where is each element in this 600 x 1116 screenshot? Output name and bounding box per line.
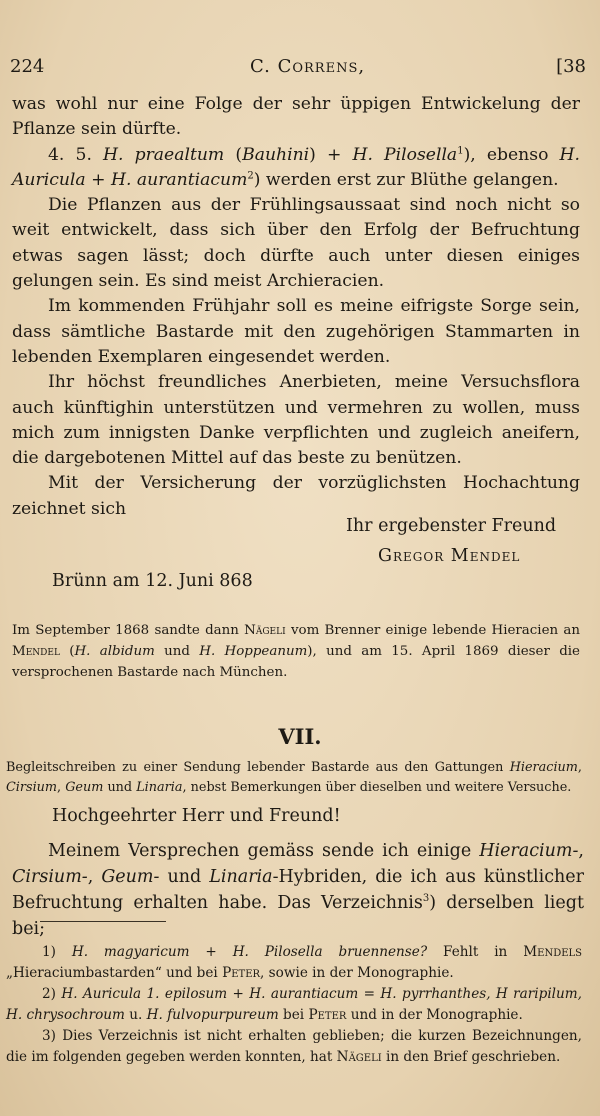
person-name: Mendels: [523, 944, 582, 960]
taxon-name: Linaria: [136, 780, 183, 795]
text-run: „Hieraciumbastarden“ und bei: [6, 965, 223, 981]
signature: [378, 546, 520, 566]
taxon-name: H. Auricula: [12, 144, 580, 190]
footnote-marker: 1: [457, 144, 464, 156]
taxon-name: H. albidum: [74, 644, 155, 659]
text-run: u.: [124, 1007, 147, 1023]
footnote-marker: 2: [247, 170, 254, 182]
taxon-name: Cirsium: [6, 780, 58, 795]
running-header: [10, 56, 586, 80]
text-run: ,: [577, 760, 582, 775]
taxon-name: H. Auricula 1. epilosum + H. aurantiacum = H. pyrrhanthes, H raripilum, H. chrysochroum: [6, 986, 582, 1023]
text-run: ), ebenso: [463, 144, 560, 165]
taxon-name: H. Pilosella: [352, 144, 458, 165]
closing-formula: Ihr ergebenster Freund: [346, 516, 557, 536]
footnotes: [6, 942, 582, 1068]
text-run: und: [159, 867, 210, 887]
text-run: (: [224, 144, 243, 165]
text-run: ,: [57, 780, 66, 795]
taxon-name: H. aurantiacum: [110, 169, 248, 190]
paragraph-letter2: [12, 838, 584, 942]
text-run: Dies Verzeichnis ist nicht erhalten geblieben; die kurzen Bezeichnungen, die im folgenden gegeben werden konnten, hat: [6, 1028, 582, 1065]
text-run: vom Brenner einige lebende Hieracien an: [285, 623, 580, 638]
person-name: Nägeli: [336, 1049, 382, 1065]
text-run: +: [85, 169, 111, 190]
taxon-name: Geum: [65, 780, 104, 795]
text-run: (: [59, 644, 75, 659]
footnote-3: [6, 1026, 582, 1068]
person-name: Peter: [308, 1007, 347, 1023]
text-run: ), und am 15. April 1869 dieser die versprochenen Bastarde nach München.: [12, 644, 580, 680]
taxon-name: Geum-: [101, 867, 160, 887]
taxon-name: Cirsium-: [12, 867, 88, 887]
text-run: -Hybriden, die ich aus künstlicher Befruchtung erhalten habe. Das Verzeichnis: [12, 867, 584, 913]
author-name: Correns,: [277, 56, 366, 77]
text-run: ,: [87, 867, 102, 887]
running-title: [250, 56, 365, 77]
person-name: Mendel: [12, 644, 60, 659]
section-number: VII.: [278, 724, 322, 749]
footnote-1: [6, 942, 582, 984]
text-run: und: [103, 780, 137, 795]
person-name: Nägeli: [244, 623, 286, 638]
text-run: bei: [278, 1007, 309, 1023]
paragraph: Im kommenden Frühjahr soll es meine eifrigste Sorge sein, dass sämtliche Bastarde mit den zugehörigen Stammarten in lebenden Exemplaren eingesendet werden.: [12, 296, 580, 367]
text-run: Meinem Versprechen gemäss sende ich einige: [48, 841, 480, 861]
footnote-number: 2): [42, 986, 62, 1002]
salutation: Hochgeehrter Herr und Freund!: [52, 806, 341, 826]
text-run: in den Brief geschrieben.: [381, 1049, 561, 1065]
paragraph-hybrids: [12, 143, 580, 194]
text-run: 4. 5.: [48, 144, 104, 165]
text-run: , nebst Bemerkungen über dieselben und weitere Versuche.: [182, 780, 572, 795]
taxon-name: H. fulvopurpureum: [146, 1007, 279, 1023]
text-run: und: [154, 644, 200, 659]
text-run: Im September 1868 sandte dann: [12, 623, 245, 638]
footnote-2: [6, 984, 582, 1026]
text-run: ,: [578, 841, 584, 861]
author-initial: C.: [250, 56, 278, 77]
text-run: ) werden erst zur Blüthe gelangen.: [253, 169, 559, 190]
paragraph: Ihr höchst freundliches Anerbieten, meine Versuchsflora auch künftighin unterstützen und vermehren zu wollen, muss mich zum innigsten Danke verpflichten und zugleich aneifern, die dargebotenen Mittel auf das beste zu benützen.: [12, 372, 580, 469]
editor-note: [12, 620, 580, 683]
taxon-name: H. praealtum: [103, 144, 225, 165]
footnote-number: 1): [42, 944, 72, 960]
paragraph: Die Pflanzen aus der Frühlingsaussaat sind noch nicht so weit entwickelt, dass sich über den Erfolg der Befruchtung etwas sagen lässt; doch dürfte auch unter diesen einiges gelungen sein. Es sind meist Archieracien.: [12, 195, 580, 292]
taxon-name: Linaria: [209, 867, 273, 887]
paragraph-continuation: was wohl nur eine Folge der sehr üppigen Entwickelung der Pflanze sein dürfte.: [12, 94, 580, 140]
taxon-name: Hieracium-: [479, 841, 579, 861]
taxon-name: H. magyaricum + H. Pilosella bruennense?: [71, 944, 428, 960]
text-run: Fehlt in: [427, 944, 524, 960]
page-number: 224: [10, 56, 45, 77]
taxon-name: Bauhini: [242, 144, 310, 165]
text-run: , sowie in der Monographie.: [260, 965, 454, 981]
signature-name: Gregor Mendel: [378, 546, 521, 566]
footnote-marker: 3: [422, 893, 430, 905]
place-date: Brünn am 12. Juni 868: [52, 571, 253, 591]
text-run: Begleitschreiben zu einer Sendung lebender Bastarde aus den Gattungen: [6, 760, 510, 775]
footnote-number: 3): [42, 1028, 63, 1044]
paragraph: Mit der Versicherung der vorzüglichsten Hochachtung zeichnet sich: [12, 473, 580, 519]
taxon-name: Hieracium: [509, 760, 578, 775]
section-heading: [6, 758, 582, 798]
text-run: und in der Monographie.: [346, 1007, 523, 1023]
person-name: Peter: [222, 965, 261, 981]
text-run: ) +: [309, 144, 353, 165]
text-run: ) derselben liegt bei;: [12, 893, 584, 939]
letter-body: [12, 92, 580, 522]
section-reference: [38: [556, 56, 586, 77]
taxon-name: H. Hoppeanum: [199, 644, 308, 659]
footnote-rule: [40, 921, 166, 922]
